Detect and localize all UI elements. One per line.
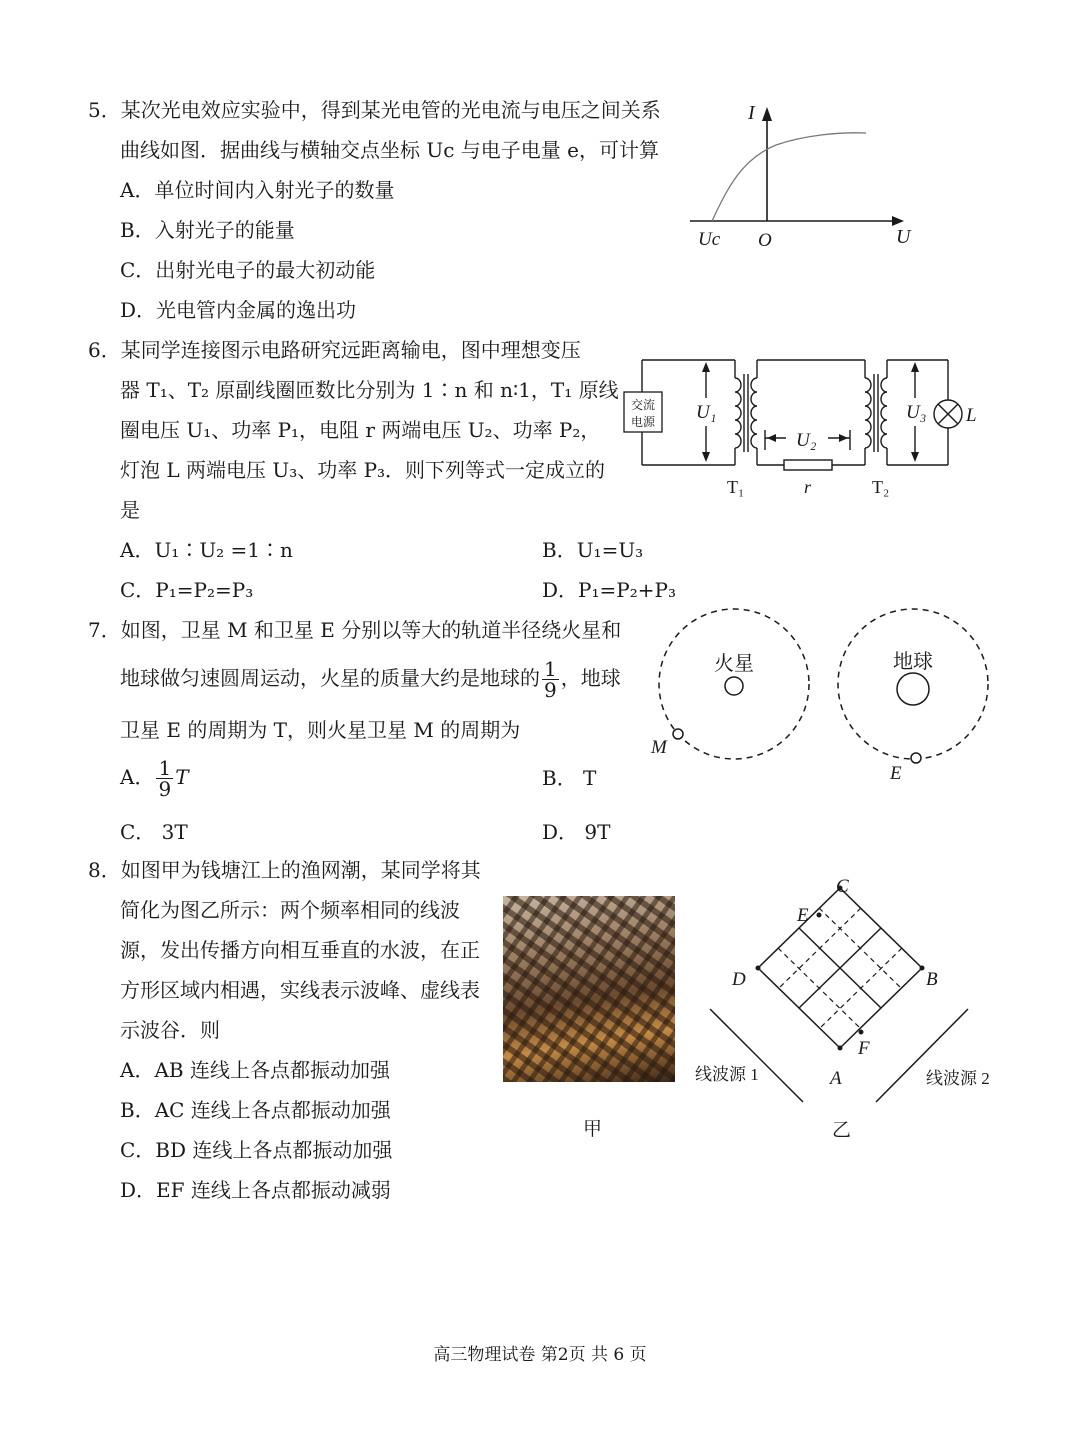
q5-option-c: C．出射光电子的最大初动能 [120,258,376,282]
q7-stem-line2-tail: ，地球 [560,666,621,690]
q7-satellite-e-label: E [890,763,902,784]
q8-option-b: B．AC 连线上各点都振动加强 [120,1098,391,1122]
q5-intercept-label: Uc [698,229,721,250]
q8-point-e-label: E [797,905,809,926]
q7-option-b: B． T [542,766,597,790]
q8-option-a: A．AB 连线上各点都振动加强 [120,1058,390,1082]
q8-point-a-label: A [830,1068,842,1089]
page-footer: 高三物理试卷 第2页 共 6 页 [433,1345,647,1365]
q6-circuit-diagram [610,350,995,510]
q6-u2-label: U₂ [796,430,817,451]
q7-stem-line1: 7．如图，卫星 M 和卫星 E 分别以等大的轨道半径绕火星和 [88,618,622,642]
q5-option-b: B．入射光子的能量 [120,218,295,242]
q8-photo-caption: 甲 [583,1118,603,1140]
q6-option-b: B．U₁=U₃ [542,538,644,562]
q8-tidal-bore-photo [503,896,675,1082]
q7-mass-ratio-fraction [542,659,559,700]
q8-point-d-label: D [732,969,746,990]
q7-option-a-fraction [156,758,173,799]
q6-t2-label: T₂ [872,477,890,497]
q5-option-d: D．光电管内金属的逸出功 [120,298,357,322]
q8-wave-interference-diagram [690,872,1010,1142]
q6-t1-label: T₁ [727,477,745,497]
q6-option-c: C．P₁=P₂=P₃ [120,578,254,602]
q6-u1-label: U₁ [696,402,717,423]
q7-stem-line3: 卫星 E 的周期为 T，则火星卫星 M 的周期为 [120,718,521,742]
q6-option-a: A．U₁∶U₂ =1∶n [120,538,293,562]
q5-option-a: A．单位时间内入射光子的数量 [120,178,395,202]
q8-stem-line2: 简化为图乙所示：两个频率相同的线波 [120,898,460,922]
q5-stem-line2: 曲线如图．据曲线与横轴交点坐标 Uc 与电子电量 e，可计算 [120,138,659,162]
q8-source-2-label: 线波源 2 [926,1069,990,1088]
q6-lamp-label: L [966,405,977,426]
q6-stem-line4: 灯泡 L 两端电压 U₃、功率 P₃．则下列等式一定成立的 [120,458,606,482]
q8-source-1-label: 线波源 1 [695,1065,759,1084]
q7-option-c: C． 3T [120,820,188,844]
q7-fraction-numerator: 1 [544,657,557,681]
q6-stem-line3: 圈电压 U₁、功率 P₁，电阻 r 两端电压 U₂、功率 P₂， [120,418,601,442]
q5-axis-i-label: I [748,102,755,124]
q6-ac-source-label-1: 交流 [630,398,656,412]
q5-stem-line1: 5．某次光电效应实验中，得到某光电管的光电流与电压之间关系 [88,98,661,122]
q8-stem-line1: 8．如图甲为钱塘江上的渔网潮，某同学将其 [88,858,481,882]
q8-stem-line4: 方形区域内相遇，实线表示波峰、虚线表 [120,978,480,1002]
q8-stem-line5: 示波谷．则 [120,1018,220,1042]
q7-option-a-denominator: 9 [158,777,172,801]
q6-option-d: D．P₁=P₂+P₃ [542,578,676,602]
q7-stem-line2 [120,655,621,701]
q7-earth-label: 地球 [893,651,933,673]
q6-stem-line1: 6．某同学连接图示电路研究远距离输电，图中理想变压 [88,338,581,362]
q5-axis-u-label: U [896,226,911,248]
q7-option-a-tail: T [175,765,189,789]
q7-option-a [120,754,189,800]
q6-stem-line2: 器 T₁、T₂ 原副线圈匝数比分别为 1∶n 和 n∶1，T₁ 原线 [120,378,619,402]
q8-point-c-label: C [836,876,849,897]
q6-stem-line5: 是 [120,498,140,522]
q5-origin-label: O [758,230,772,251]
q6-resistor-label: r [804,477,812,497]
q6-ac-source-label-2: 电源 [630,415,656,429]
q8-point-b-label: B [926,969,938,990]
q5-iu-graph [680,95,930,255]
q7-option-d: D． 9T [542,820,611,844]
q7-stem-line2-text: 地球做匀速圆周运动，火星的质量大约是地球的 [120,666,540,690]
q7-option-a-numerator: 1 [158,756,172,780]
q8-point-f-label: F [858,1038,870,1059]
q8-option-d: D．EF 连线上各点都振动减弱 [120,1178,391,1202]
q8-option-c: C．BD 连线上各点都振动加强 [120,1138,393,1162]
q7-mars-label: 火星 [714,653,754,675]
q8-stem-line3: 源，发出传播方向相互垂直的水波，在正 [120,938,480,962]
q7-satellite-m-label: M [651,737,667,758]
q7-option-a-label: A． [120,765,155,789]
q7-orbit-diagram [645,600,1000,790]
q8-figure-caption: 乙 [832,1120,852,1141]
q6-u3-label: U₃ [906,402,927,423]
q7-fraction-denominator: 9 [544,678,557,702]
